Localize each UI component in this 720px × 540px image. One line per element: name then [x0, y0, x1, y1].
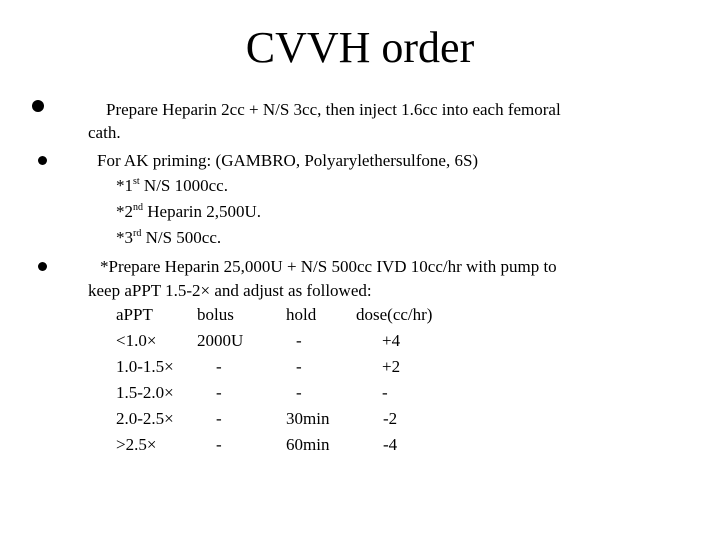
- sub-2-prefix: *2: [116, 202, 133, 221]
- sub-3-text: N/S 500cc.: [141, 228, 222, 247]
- table-cell: -: [216, 409, 222, 428]
- sub-1-ordinal: st: [133, 176, 140, 187]
- table-cell: -: [382, 383, 388, 402]
- table-cell: 2000U: [197, 331, 244, 350]
- table-cell: 30min: [286, 409, 330, 428]
- table-cell: 1.0-1.5×: [116, 357, 174, 376]
- sub-3-prefix: *3: [116, 228, 133, 247]
- sub-3-ordinal: rd: [133, 228, 142, 239]
- table-cell: -: [296, 331, 302, 350]
- table-cell: >2.5×: [116, 435, 157, 454]
- page-title: CVVH order: [245, 23, 475, 72]
- sub-1-prefix: *1: [116, 176, 133, 195]
- bullet-dot: [32, 100, 44, 112]
- table-cell: -: [216, 357, 222, 376]
- table-cell: <1.0×: [116, 331, 157, 350]
- bullet-1-line-1: Prepare Heparin 2cc + N/S 3cc, then inject 1.6cc into each femoral: [106, 100, 561, 119]
- table-cell: -2: [383, 409, 398, 428]
- bullet-2-line-1: For AK priming: (GAMBRO, Polyarylethersulfone, 6S): [97, 151, 479, 170]
- bullet-2-sub-1: [116, 175, 228, 197]
- table-header: dose(cc/hr): [356, 305, 433, 324]
- table-header: bolus: [197, 305, 234, 324]
- table-cell: 1.5-2.0×: [116, 383, 174, 402]
- table-header: aPPT: [116, 305, 153, 324]
- table-header: hold: [286, 305, 317, 324]
- table-cell: -: [296, 357, 302, 376]
- bullet-dot: [38, 156, 47, 165]
- bullet-2-sub-3: [116, 227, 221, 249]
- table-cell: -4: [383, 435, 398, 454]
- table-cell: +4: [382, 331, 401, 350]
- bullet-2-sub-2: [116, 201, 261, 223]
- sub-1-text: N/S 1000cc.: [139, 176, 228, 195]
- table-cell: 60min: [286, 435, 330, 454]
- sub-2-ordinal: nd: [133, 202, 143, 213]
- bullet-3-line-1: *Prepare Heparin 25,000U + N/S 500cc IVD 10cc/hr with pump to: [100, 257, 557, 276]
- sub-2-text: Heparin 2,500U.: [143, 202, 262, 221]
- bullet-1-line-2: cath.: [88, 123, 121, 142]
- bullet-dot: [38, 262, 47, 271]
- bullet-3-line-2: keep aPPT 1.5-2× and adjust as followed:: [88, 281, 372, 300]
- table-cell: -: [216, 383, 222, 402]
- table-cell: -: [296, 383, 302, 402]
- table-cell: -: [216, 435, 222, 454]
- table-cell: 2.0-2.5×: [116, 409, 174, 428]
- table-cell: +2: [382, 357, 401, 376]
